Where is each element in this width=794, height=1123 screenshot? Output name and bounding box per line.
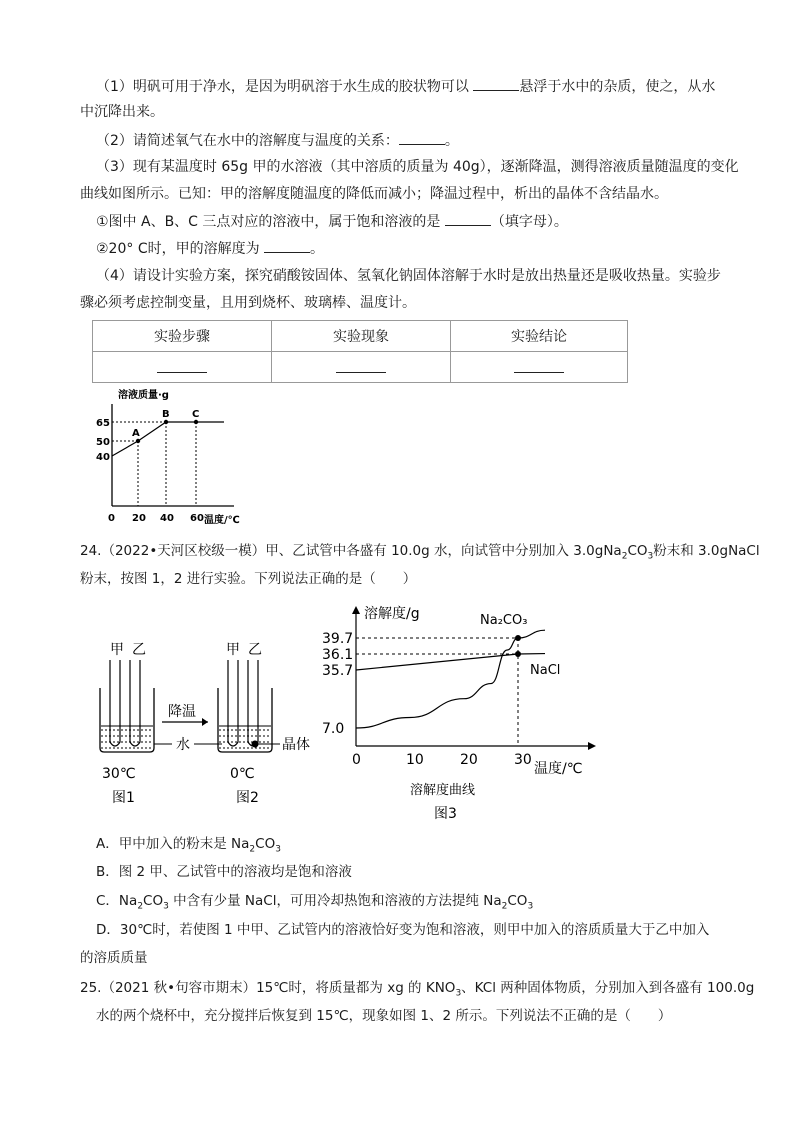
sol-xtick: 10 xyxy=(406,752,424,768)
q23-p3c-a: ①图中 A、B、C 三点对应的溶液中，属于饱和溶液的是 xyxy=(96,214,445,230)
sol-point-nacl-30 xyxy=(515,651,521,657)
fig1-caption: 图1 xyxy=(112,790,135,806)
chart1-xtick-0: 0 xyxy=(108,513,115,524)
q24-sub3: 3 xyxy=(647,551,654,562)
sol-ytick: 35.7 xyxy=(322,663,354,679)
q23-p1-b: 悬浮于水中的杂质，使之，从水 xyxy=(519,79,716,95)
q24-line2: 粉末，按图 1，2 进行实验。下列说法正确的是（ ） xyxy=(80,571,417,587)
blank-3[interactable] xyxy=(445,211,491,226)
q25-line2: 水的两个烧杯中，充分搅拌后恢复到 15℃，现象如图 1、2 所示。下列说法不正确的是（ ） xyxy=(96,1008,672,1024)
q25-sub3: 3 xyxy=(455,988,462,999)
opt-a-sub3: 3 xyxy=(275,844,281,855)
q23-p3c-b: （填字母）。 xyxy=(490,214,568,230)
q25-l1-pre: 25.（2021 秋•句容市期末）15℃时，将质量都为 xg 的 KNO xyxy=(80,980,456,996)
fig1-jia: 甲 xyxy=(110,642,124,658)
sol-ytick: 7.0 xyxy=(322,721,345,737)
q24-l1-pre: 24.（2022•天河区校级一模）甲、乙试管中各盛有 10.0g 水，向试管中分别加入 3.0gNa xyxy=(80,543,622,559)
fig2-temp: 0℃ xyxy=(230,766,255,782)
sol-series2-label: NaCl xyxy=(530,663,561,678)
option-c[interactable] xyxy=(96,891,533,917)
q24-l1-tail: 粉末和 3.0gNaCl xyxy=(653,543,760,559)
opt-c-sub3a: 3 xyxy=(163,901,169,912)
opt-c-sub3b: 3 xyxy=(527,901,534,912)
sol-xtick: 0 xyxy=(352,752,361,768)
q23-part3-line1: （3）现有某温度时 65g 甲的水溶液（其中溶质的质量为 40g），逐渐降温，测得溶液质量随温度的变化 xyxy=(96,159,739,175)
opt-c-sub2a: 2 xyxy=(137,901,144,912)
chart1-point-B xyxy=(164,420,168,424)
fig2-beaker xyxy=(218,660,272,752)
chart1-xtick-20: 20 xyxy=(132,513,146,524)
blank-1[interactable] xyxy=(473,76,519,91)
table-answer-row xyxy=(93,352,628,383)
opt-c-d: CO xyxy=(507,893,528,909)
chart1-point-C xyxy=(194,420,198,424)
q23-part1-line2: 中沉降出来。 xyxy=(80,104,164,120)
opt-c-sub2b: 2 xyxy=(501,901,508,912)
opt-c-b: CO xyxy=(143,893,164,909)
chart1-xlabel: 温度/℃ xyxy=(204,515,240,526)
q23-part4-line1: （4）请设计实验方案，探究硝酸铵固体、氢氧化钠固体溶解于水时是放出热量还是吸收热量。实验步 xyxy=(96,268,721,284)
sol-series1-label: Na₂CO₃ xyxy=(480,613,528,628)
table-answer-conclusion[interactable] xyxy=(451,352,628,383)
q23-p2-a: （2）请简述氧气在水中的溶解度与温度的关系： xyxy=(96,133,399,149)
table-header-phenomena: 实验现象 xyxy=(272,321,451,352)
fig1-temp: 30℃ xyxy=(102,766,136,782)
chart1-ytick-65: 65 xyxy=(96,418,110,429)
opt-a-post: CO xyxy=(255,836,276,852)
chart1-point-A xyxy=(136,439,140,443)
fig2-caption: 图2 xyxy=(236,790,259,806)
sol-xtick: 30 xyxy=(514,752,532,768)
q25-l1-mid: 、KCl 两种固体物质，分别加入到各盛有 100.0g xyxy=(461,980,755,996)
table-answer-phenomena[interactable] xyxy=(272,352,451,383)
q24-sub2: 2 xyxy=(621,551,628,562)
chart1-curve xyxy=(112,422,224,456)
sol-title: 溶解度曲线 xyxy=(410,783,476,798)
chart1-ytick-50: 50 xyxy=(96,437,110,448)
sol-y-arrow xyxy=(352,606,360,614)
table-header-conclusion: 实验结论 xyxy=(451,321,628,352)
table-header-steps: 实验步骤 xyxy=(93,321,272,352)
table-answer-steps[interactable] xyxy=(93,352,272,383)
q23-part1-line1 xyxy=(96,76,715,97)
q25-line1 xyxy=(80,978,754,1004)
q23-part4-line2: 骤必须考虑控制变量，且用到烧杯、玻璃棒、温度计。 xyxy=(80,295,416,311)
chart1-xtick-40: 40 xyxy=(160,513,174,524)
q23-p1-a: （1）明矾可用于净水，是因为明矾溶于水生成的胶状物可以 xyxy=(96,79,474,95)
option-d-line1[interactable]: D．30℃时，若使图 1 中甲、乙试管内的溶液恰好变为饱和溶液，则甲中加入的溶质质量大于乙中加入 xyxy=(96,922,710,938)
sol-curve-na2co3 xyxy=(356,630,545,728)
q23-p2-b: 。 xyxy=(444,133,459,149)
sol-ytick: 36.1 xyxy=(322,647,354,663)
cooling-arrow-head xyxy=(202,718,208,726)
sol-caption: 图3 xyxy=(434,806,457,822)
option-d-line2: 的溶质质量 xyxy=(80,950,148,966)
q24-l1-post: CO xyxy=(627,543,648,559)
chart1-label-A: A xyxy=(132,428,140,439)
blank-2[interactable] xyxy=(399,130,445,145)
fig2-yi: 乙 xyxy=(248,642,262,658)
q23-part2 xyxy=(96,130,459,151)
chart1-ylabel: 溶液质量·g xyxy=(118,390,169,401)
sol-point-na2co3-30 xyxy=(515,635,521,641)
crystal-label: 晶体 xyxy=(282,737,310,753)
beaker-figures xyxy=(90,630,330,810)
opt-a-sub2: 2 xyxy=(249,844,256,855)
experiment-table xyxy=(92,320,628,383)
sol-ytick: 39.7 xyxy=(322,631,354,647)
fig1-yi: 乙 xyxy=(132,642,146,658)
sol-ylabel: 溶解度/g xyxy=(364,606,420,622)
chart1-xtick-60: 60 xyxy=(190,513,204,524)
table-header-row xyxy=(93,321,628,352)
q23-p3d-b: 。 xyxy=(310,241,325,257)
opt-a-pre: A．甲中加入的粉末是 Na xyxy=(96,836,250,852)
fig2-jia: 甲 xyxy=(226,642,240,658)
fig1-beaker xyxy=(100,660,154,752)
chart1-label-B: B xyxy=(162,409,170,420)
sol-x-arrow xyxy=(588,742,596,750)
q23-part3-q2 xyxy=(96,238,324,259)
chart1-label-C: C xyxy=(192,409,200,420)
sol-xtick: 20 xyxy=(460,752,478,768)
q23-part3-q1 xyxy=(96,211,568,232)
blank-4[interactable] xyxy=(264,238,310,253)
opt-c-a: C．Na xyxy=(96,893,138,909)
q23-p3d-a: ②20° C时，甲的溶解度为 xyxy=(96,241,265,257)
water-label: 水 xyxy=(176,737,190,753)
solubility-chart xyxy=(320,598,630,826)
q23-part3-line2: 曲线如图所示。已知：甲的溶解度随温度的降低而减小；降温过程中，析出的晶体不含结晶水。 xyxy=(80,186,668,202)
chart1-ytick-40: 40 xyxy=(96,452,110,463)
mass-temperature-chart xyxy=(94,384,254,530)
option-b[interactable]: B．图 2 甲、乙试管中的溶液均是饱和溶液 xyxy=(96,864,352,880)
sol-xlabel: 温度/℃ xyxy=(534,761,583,777)
q24-line1 xyxy=(80,541,760,567)
cooling-label: 降温 xyxy=(168,704,196,720)
opt-c-c: 中含有少量 NaCl，可用冷却热饱和溶液的方法提纯 Na xyxy=(168,893,502,909)
option-a[interactable] xyxy=(96,834,281,860)
